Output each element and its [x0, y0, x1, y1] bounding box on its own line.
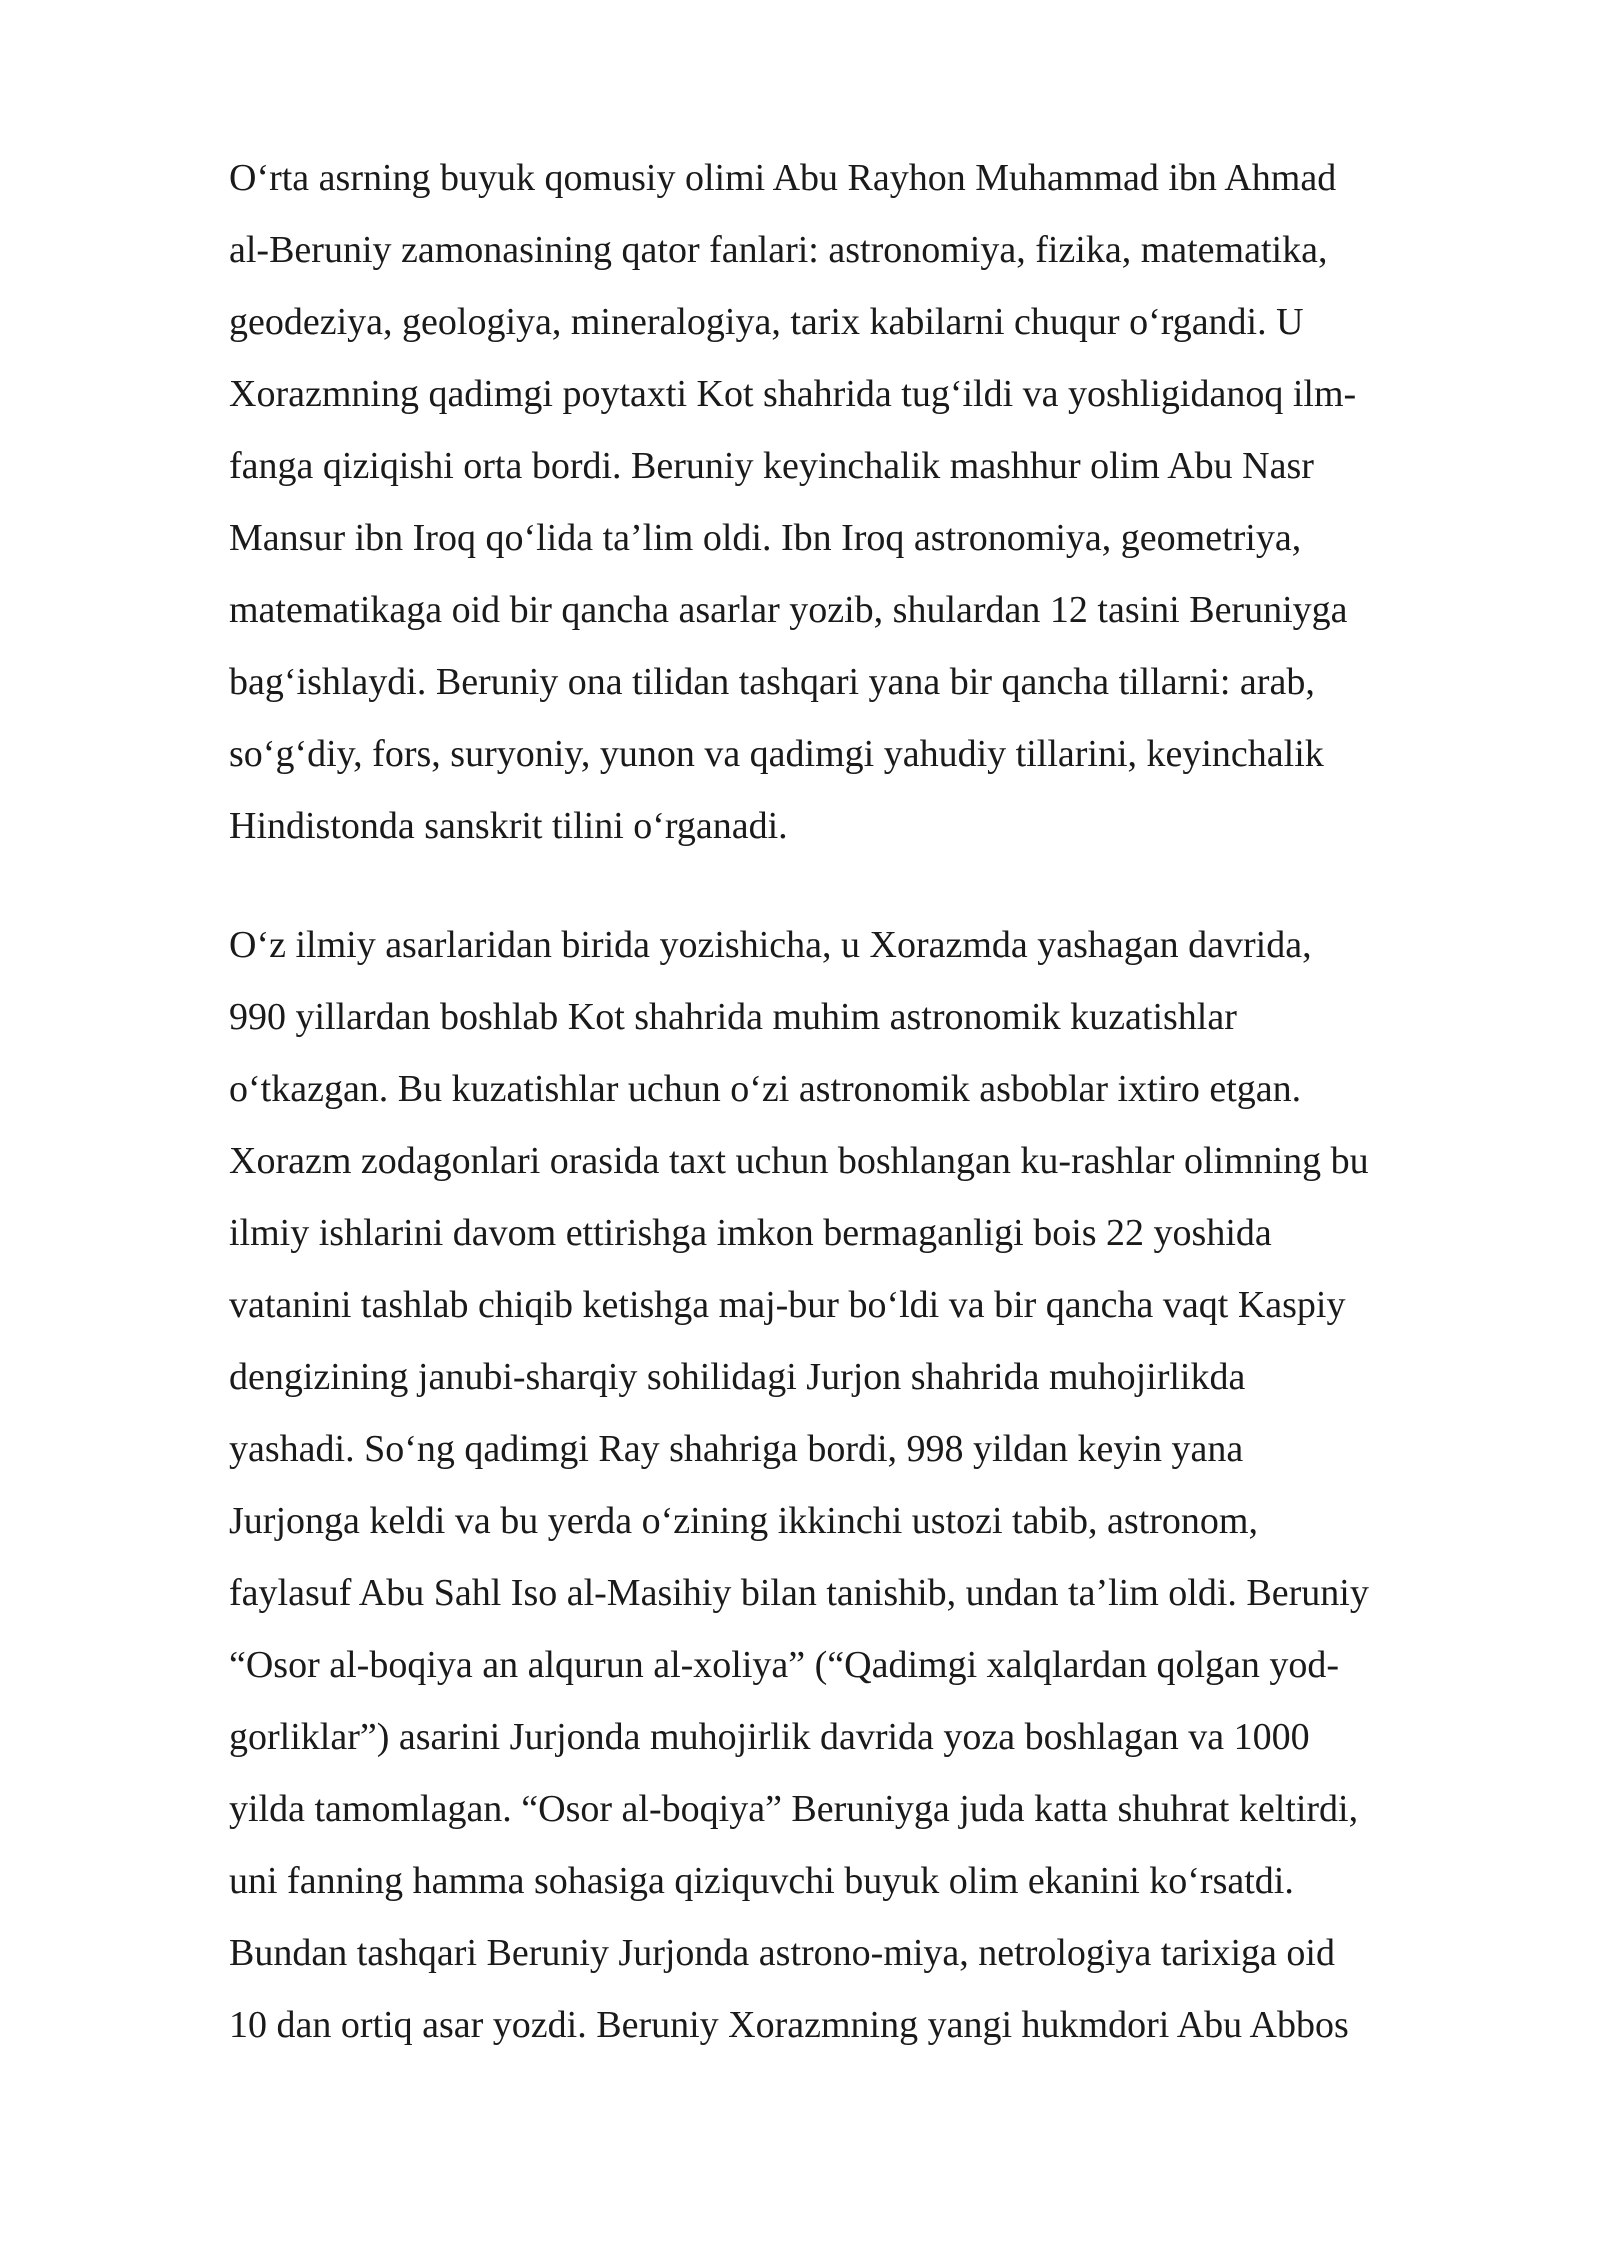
paragraph-line: Bundan tashqari Beruniy Jurjonda astrono-miya, netrologiya tarixiga oid — [229, 1932, 1335, 1974]
paragraph-line: vatanini tashlab chiqib ketishga maj-bur bo‘ldi va bir qancha vaqt Kaspiy — [229, 1284, 1346, 1326]
paragraph-line: yilda tamomlagan. “Osor al-boqiya” Beruniyga juda katta shuhrat keltirdi, — [229, 1788, 1359, 1830]
paragraph-line: faylasuf Abu Sahl Iso al-Masihiy bilan tanishib, undan ta’lim oldi. Beruniy — [229, 1572, 1369, 1614]
paragraph-line: yashadi. So‘ng qadimgi Ray shahriga bordi, 998 yildan keyin yana — [229, 1428, 1244, 1470]
paragraph-line: o‘tkazgan. Bu kuzatishlar uchun o‘zi astronomik asboblar ixtiro etgan. — [229, 1068, 1302, 1110]
paragraph-line: ilmiy ishlarini davom ettirishga imkon bermaganligi bois 22 yoshida — [229, 1212, 1272, 1254]
paragraph-2 — [229, 909, 1489, 2061]
paragraph-line: Xorazm zodagonlari orasida taxt uchun boshlangan ku-rashlar olimning bu — [229, 1140, 1369, 1182]
paragraph-line: 990 yillardan boshlab Kot shahrida muhim astronomik kuzatishlar — [229, 996, 1237, 1038]
paragraph-line: gorliklar”) asarini Jurjonda muhojirlik davrida yoza boshlagan va 1000 — [229, 1716, 1310, 1758]
paragraph-line: uni fanning hamma sohasiga qiziquvchi buyuk olim ekanini ko‘rsatdi. — [229, 1860, 1294, 1902]
paragraph-line: bag‘ishlaydi. Beruniy ona tilidan tashqari yana bir qancha tillarni: arab, — [229, 661, 1315, 703]
paragraph-line: O‘z ilmiy asarlaridan birida yozishicha, u Xorazmda yashagan davrida, — [229, 924, 1312, 966]
paragraph-line: Hindistonda sanskrit tilini o‘rganadi. — [229, 805, 788, 847]
paragraph-line: al-Beruniy zamonasining qator fanlari: astronomiya, fizika, matematika, — [229, 229, 1328, 271]
paragraph-line: Mansur ibn Iroq qo‘lida ta’lim oldi. Ibn Iroq astronomiya, geometriya, — [229, 517, 1302, 559]
paragraph-line: dengizining janubi-sharqiy sohilidagi Jurjon shahrida muhojirlikda — [229, 1356, 1246, 1398]
paragraph-line: Jurjonga keldi va bu yerda o‘zining ikkinchi ustozi tabib, astronom, — [229, 1500, 1258, 1542]
paragraph-line: Xorazmning qadimgi poytaxti Kot shahrida tug‘ildi va yoshligidanoq ilm- — [229, 373, 1357, 415]
paragraph-line: “Osor al-boqiya an alqurun al-xoliya” (“Qadimgi xalqlardan qolgan yod- — [229, 1644, 1340, 1686]
paragraph-line: 10 dan ortiq asar yozdi. Beruniy Xorazmning yangi hukmdori Abu Abbos — [229, 2004, 1349, 2046]
paragraph-line: matematikaga oid bir qancha asarlar yozib, shulardan 12 tasini Beruniyga — [229, 589, 1348, 631]
paragraph-1 — [229, 142, 1489, 862]
paragraph-line: O‘rta asrning buyuk qomusiy olimi Abu Rayhon Muhammad ibn Ahmad — [229, 157, 1337, 199]
paragraph-line: so‘g‘diy, fors, suryoniy, yunon va qadimgi yahudiy tillarini, keyinchalik — [229, 733, 1324, 775]
paragraph-line: geodeziya, geologiya, mineralogiya, tarix kabilarni chuqur o‘rgandi. U — [229, 301, 1304, 343]
paragraph-line: fanga qiziqishi orta bordi. Beruniy keyinchalik mashhur olim Abu Nasr — [229, 445, 1314, 487]
